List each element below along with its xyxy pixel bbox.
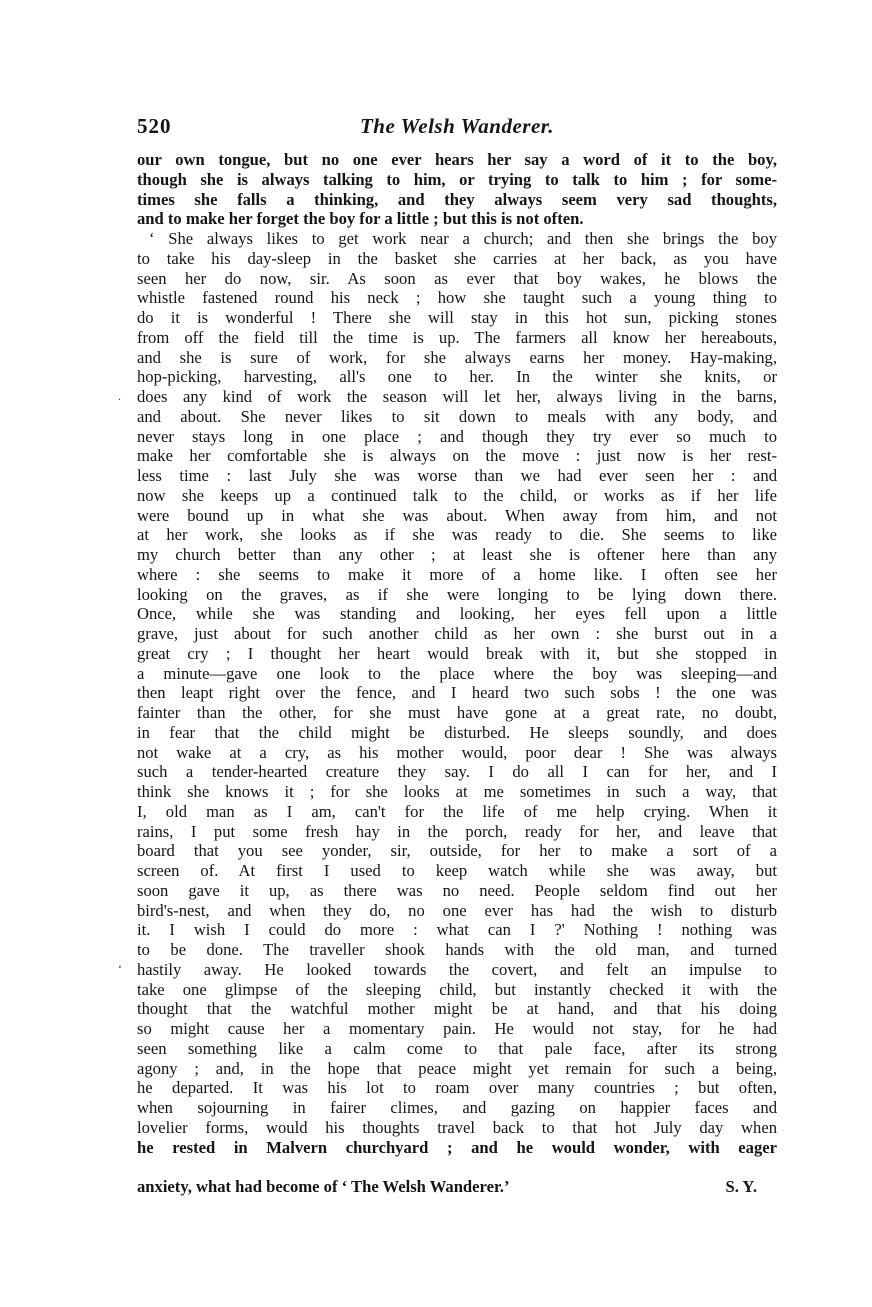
text-line: such a tender-hearted creature they say. I do all I can for her, and I	[137, 762, 777, 782]
text-line: in fear that the child might be disturbed. He sleeps soundly, and does	[137, 722, 777, 742]
text-line: though she is always talking to him, or trying to talk to him ; for some-	[137, 169, 777, 189]
text-line: at her work, she looks as if she was ready to die. She seems to like	[137, 525, 777, 545]
text-line: less time : last July she was worse than we had ever seen her : and	[137, 466, 777, 485]
author-signature: S. Y.	[725, 1177, 757, 1196]
text-line: now she keeps up a continued talk to the child, or works as if her life	[137, 485, 777, 505]
text-line: never stays long in one place ; and though they try ever so much to	[137, 426, 777, 446]
text-line: our own tongue, but no one ever hears her say a word of it to the boy,	[137, 150, 777, 169]
text-line: my church better than any other ; at least she is oftener here than any	[137, 545, 777, 564]
text-line: he departed. It was his lot to roam over many countries ; but often,	[137, 1078, 777, 1098]
text-line	[137, 1157, 777, 1177]
page-header	[137, 114, 777, 144]
text-line: agony ; and, in the hope that peace might yet remain for such a being,	[137, 1058, 777, 1078]
text-line: whistle fastened round his neck ; how she taught such a young thing to	[137, 288, 777, 308]
text-line: rains, I put some fresh hay in the porch, ready for her, and leave that	[137, 821, 777, 841]
text-line: and about. She never likes to sit down to meals with any body, and	[137, 406, 777, 426]
text-line: hastily away. He looked towards the covert, and felt an impulse to	[137, 959, 777, 979]
text-line: fainter than the other, for she must have gone at a great rate, no doubt,	[137, 703, 777, 722]
signoff-line	[137, 1177, 777, 1197]
text-line: looking on the graves, as if she were longing to be lying down there.	[137, 584, 777, 604]
text-line: when sojourning in fairer climes, and gazing on happier faces and	[137, 1098, 777, 1117]
page-number: 520	[137, 114, 172, 138]
text-line: think she knows it ; for she looks at me sometimes in such a way, that	[137, 782, 777, 801]
running-title: The Welsh Wanderer.	[359, 114, 555, 138]
text-line: ‘ She always likes to get work near a church; and then she brings the boy	[149, 229, 777, 248]
text-line: it. I wish I could do more : what can I ?' Nothing ! nothing was	[137, 920, 777, 940]
text-line: make her comfortable she is always on the move : just now is her rest-	[137, 446, 777, 466]
text-line: do it is wonderful ! There she will stay in this hot sun, picking stones	[137, 308, 777, 327]
text-line: screen of. At first I used to keep watch while she was away, but	[137, 861, 777, 880]
text-line: and to make her forget the boy for a little ; but this is not often.	[137, 209, 584, 229]
text-line: were bound up in what she was about. When away from him, and not	[137, 505, 777, 525]
stray-ink-mark: ‘	[118, 962, 122, 976]
text-line: times she falls a thinking, and they always seem very sad thoughts,	[137, 189, 777, 209]
text-line: and she is sure of work, for she always earns her money. Hay-making,	[137, 347, 777, 367]
text-line: seen something like a calm come to that pale face, after its strong	[137, 1038, 777, 1058]
text-line: where : she seems to make it more of a home like. I often see her	[137, 564, 777, 584]
text-line: not wake at a cry, as his mother would, poor dear ! She was always	[137, 742, 777, 762]
text-line: from off the field till the time is up. The farmers all know her hereabouts,	[137, 327, 777, 347]
text-line: then leapt right over the fence, and I heard two such sobs ! the one was	[137, 683, 777, 703]
text-line: a minute—gave one look to the place where the boy was sleeping—and	[137, 663, 777, 683]
text-line: great cry ; I thought her heart would break with it, but she stopped in	[137, 643, 777, 663]
text-line: lovelier forms, would his thoughts travel back to that hot July day when	[137, 1117, 777, 1137]
text-line: to take his day-sleep in the basket she carries at her back, as you have	[137, 248, 777, 268]
text-line: seen her do now, sir. As soon as ever that boy wakes, he blows the	[137, 268, 777, 288]
text-line: grave, just about for such another child as her own : she burst out in a	[137, 624, 777, 643]
text-line: soon gave it up, as there was no need. People seldom find out her	[137, 880, 777, 900]
text-line: Once, while she was standing and looking, her eyes fell upon a little	[137, 604, 777, 624]
closing-text: anxiety, what had become of ‘ The Welsh Wanderer.’	[137, 1177, 510, 1196]
text-line: I, old man as I am, can't for the life of me help crying. When it	[137, 801, 777, 821]
text-line: board that you see yonder, sir, outside, for her to make a sort of a	[137, 841, 777, 861]
text-line: thought that the watchful mother might be at hand, and that his doing	[137, 999, 777, 1019]
text-line: to be done. The traveller shook hands with the old man, and turned	[137, 940, 777, 959]
text-line: take one glimpse of the sleeping child, but instantly checked it with the	[137, 979, 777, 999]
stray-ink-mark: .	[118, 389, 121, 403]
text-line: he rested in Malvern churchyard ; and he would wonder, with eager	[137, 1137, 777, 1157]
text-line: bird's-nest, and when they do, no one ever has had the wish to disturb	[137, 900, 777, 920]
text-line: so might cause her a momentary pain. He would not stay, for he had	[137, 1019, 777, 1038]
text-line: does any kind of work the season will let her, always living in the barns,	[137, 387, 777, 406]
text-line: hop-picking, harvesting, all's one to her. In the winter she knits, or	[137, 367, 777, 387]
body-text	[137, 150, 777, 1197]
